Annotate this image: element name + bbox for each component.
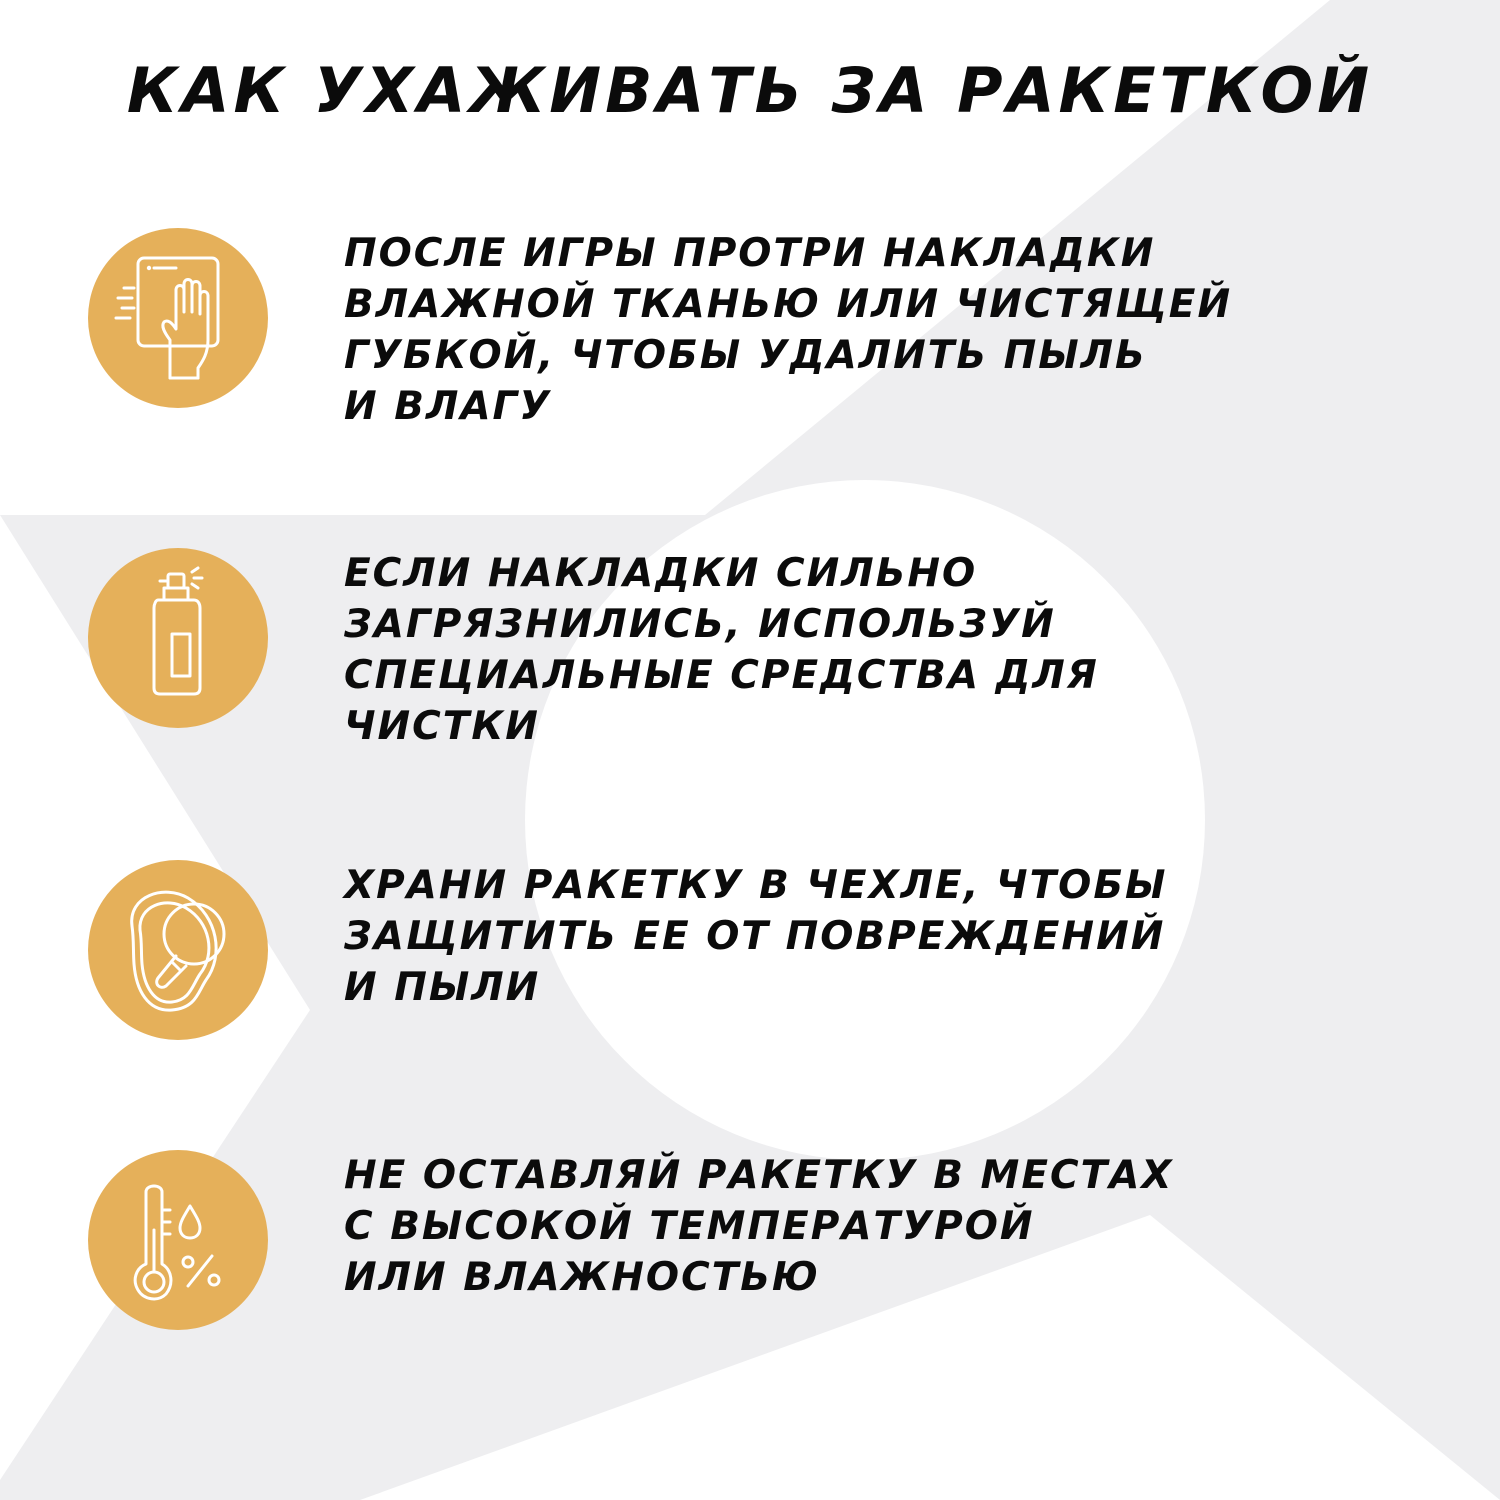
page-title: КАК УХАЖИВАТЬ ЗА РАКЕТКОЙ xyxy=(126,54,1374,127)
tip-text: ХРАНИ РАКЕТКУ В ЧЕХЛЕ, ЧТОБЫ ЗАЩИТИТЬ ЕЕ ОТ ПОВРЕЖДЕНИЙ И ПЫЛИ xyxy=(344,863,1168,1010)
thermometer-humidity-icon xyxy=(88,1150,268,1330)
care-tip-case-storage xyxy=(88,860,1468,1050)
care-tip-temperature xyxy=(88,1150,1468,1340)
tip-icon-badge xyxy=(88,1150,268,1330)
tip-icon-badge xyxy=(88,860,268,1040)
care-tip-cleaning-products xyxy=(88,548,1468,749)
tip-text: НЕ ОСТАВЛЯЙ РАКЕТКУ В МЕСТАХ С ВЫСОКОЙ ТЕМПЕРАТУРОЙ ИЛИ ВЛАЖНОСТЬЮ xyxy=(344,1153,1174,1300)
tip-text: ЕСЛИ НАКЛАДКИ СИЛЬНО ЗАГРЯЗНИЛИСЬ, ИСПОЛЬЗУЙ СПЕЦИАЛЬНЫЕ СРЕДСТВА ДЛЯ ЧИСТКИ xyxy=(344,551,1099,749)
tip-icon-badge xyxy=(88,228,268,408)
care-tip-wipe xyxy=(88,228,1468,429)
tip-icon-badge xyxy=(88,548,268,728)
spray-bottle-icon xyxy=(88,548,268,728)
racket-in-case-icon xyxy=(88,860,268,1040)
hand-wiping-cloth-icon xyxy=(88,228,268,408)
tip-text: ПОСЛЕ ИГРЫ ПРОТРИ НАКЛАДКИ ВЛАЖНОЙ ТКАНЬЮ ИЛИ ЧИСТЯЩЕЙ ГУБКОЙ, ЧТОБЫ УДАЛИТЬ ПЫЛЬ И ВЛАГУ xyxy=(344,231,1233,429)
